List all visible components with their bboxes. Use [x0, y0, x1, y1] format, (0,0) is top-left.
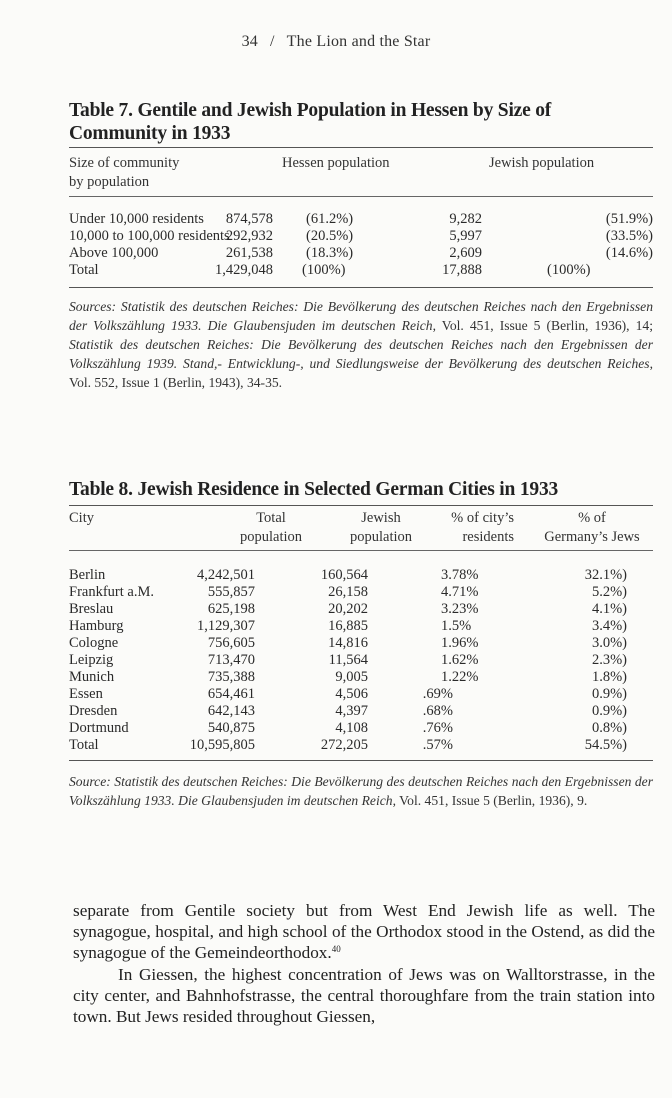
pct-city: 1.5% [441, 618, 472, 634]
hessen-pct: (61.2%) [306, 211, 354, 227]
header-pct-city-line1: % of city’s [451, 510, 514, 526]
table-row [69, 567, 653, 584]
jewish-value: 2,609 [449, 245, 482, 261]
pct-city: 1.22% [441, 669, 479, 685]
row-label: Total [69, 262, 99, 278]
pct-city: .57% [422, 737, 453, 753]
header-jewish: Jewish population [489, 155, 595, 171]
table-row [69, 686, 653, 703]
table-7-header [69, 148, 653, 196]
pct-germany: 3.0%) [591, 635, 627, 651]
hessen-value: 292,932 [225, 228, 273, 244]
header-pct-germany [531, 509, 653, 547]
table-7-body [69, 211, 653, 279]
table-7-title: Table 7. Gentile and Jewish Population in Hessen by Size of Community in 1933 [69, 100, 552, 144]
hessen-pct: (100%) [302, 262, 346, 278]
pct-germany: 0.9%) [591, 703, 627, 719]
pct-germany: 3.4%) [591, 618, 627, 634]
pct-germany: 54.5%) [584, 737, 627, 753]
jewish-population: 26,158 [328, 584, 368, 600]
jewish-pct: (33.5%) [605, 228, 653, 244]
row-label: Above 100,000 [69, 245, 159, 261]
table-row [69, 584, 653, 601]
jewish-population: 4,397 [335, 703, 368, 719]
header-jewish [331, 509, 431, 547]
pct-city: 3.78% [441, 567, 479, 583]
jewish-value: 17,888 [442, 262, 482, 278]
table-8-source [69, 772, 653, 810]
table-row [69, 211, 653, 228]
pct-germany: 5.2%) [591, 584, 627, 600]
jewish-population: 20,202 [328, 601, 368, 617]
total-population: 756,605 [207, 635, 255, 651]
city-name: Cologne [69, 635, 119, 651]
table-row [69, 703, 653, 720]
table-row [69, 669, 653, 686]
jewish-population: 16,885 [328, 618, 368, 634]
table-row [69, 228, 653, 245]
row-label: 10,000 to 100,000 residents [69, 228, 230, 244]
jewish-population: 4,108 [335, 720, 368, 736]
header-total [221, 509, 321, 547]
hessen-value: 261,538 [225, 245, 273, 261]
city-name: Breslau [69, 601, 114, 617]
header-jewish-line1: Jewish [361, 510, 401, 526]
pct-city: 4.71% [441, 584, 479, 600]
table-row [69, 652, 653, 669]
table-8-body [69, 567, 653, 754]
pct-germany: 32.1%) [584, 567, 627, 583]
header-pct-city [429, 509, 514, 547]
city-name: Hamburg [69, 618, 124, 634]
source-detail-1: , Vol. 451, Issue 5 (Berlin, 1936), 9. [392, 793, 588, 808]
total-population: 4,242,501 [197, 567, 255, 583]
total-population: 654,461 [207, 686, 255, 702]
table-8-title: Table 8. Jewish Residence in Selected German Cities in 1933 [69, 479, 559, 500]
header-pct-germany-line2: Germany’s Jews [544, 529, 640, 545]
hessen-pct: (18.3%) [306, 245, 354, 261]
pct-germany: 0.8%) [591, 720, 627, 736]
total-population: 713,470 [207, 652, 255, 668]
table-row [69, 737, 653, 754]
jewish-population: 9,005 [335, 669, 368, 685]
header-total-line2: population [239, 529, 303, 545]
source-label: Source: [69, 774, 111, 789]
row-label: Under 10,000 residents [69, 211, 204, 227]
city-name: Essen [69, 686, 103, 702]
city-name: Dortmund [69, 720, 129, 736]
pct-germany: 4.1%) [591, 601, 627, 617]
separator: / [270, 33, 275, 50]
source-detail-1: , Vol. 451, Issue 5 (Berlin, 1936), 14; [432, 318, 653, 333]
source-detail-2: , Vol. 552, Issue 1 (Berlin, 1943), 34-35. [69, 356, 653, 390]
table-8-header [69, 506, 653, 550]
city-name: Frankfurt a.M. [69, 584, 154, 600]
total-population: 10,595,805 [189, 737, 255, 753]
jewish-value: 5,997 [449, 228, 482, 244]
jewish-pct: (14.6%) [605, 245, 653, 261]
paragraph-1-text: separate from Gentile society but from West End Jewish life as well. The synagogue, hospital, and high school of the Orthodox stood in the Ostend, as did the synagogue of the Gemeindeorthodox. [73, 901, 655, 963]
header-hessen: Hessen population [282, 155, 390, 171]
hessen-value: 1,429,048 [215, 262, 273, 278]
total-population: 540,875 [207, 720, 255, 736]
table-row [69, 262, 653, 279]
table-row [69, 601, 653, 618]
jewish-population: 272,205 [320, 737, 368, 753]
pct-germany: 2.3%) [591, 652, 627, 668]
pct-city: .68% [422, 703, 453, 719]
source-title-2: Statistik des deutschen Reiches: Die Bevölkerung des deutschen Reiches nach den Ergebnissen der Volkszählung 1939. Stand,- Entwicklung-, und Siedlungsweise der Bevölkerung des deutschen Reiches [69, 337, 653, 371]
source-title-1: Statistik des deutschen Reiches: Die Bevölkerung des deutschen Reiches nach den Ergebnissen der Volkszählung 1933. Die Glaubensjuden im deutschen Reich [69, 774, 653, 808]
total-population: 1,129,307 [197, 618, 255, 634]
pct-germany: 0.9%) [591, 686, 627, 702]
jewish-population: 160,564 [320, 567, 368, 583]
hessen-pct: (20.5%) [306, 228, 354, 244]
table-row [69, 245, 653, 262]
total-population: 555,857 [207, 584, 255, 600]
table-row [69, 720, 653, 737]
header-size [69, 154, 179, 192]
header-total-line1: Total [256, 510, 286, 526]
jewish-population: 14,816 [328, 635, 368, 651]
table-7 [69, 99, 653, 392]
total-population: 625,198 [207, 601, 255, 617]
paragraph-2: In Giessen, the highest concentration of Jews was on Walltorstrasse, in the city center, and Bahnhofstrasse, the central thoroughfare from the train station into town. But Jews resided throughout Giessen, [73, 964, 655, 1027]
table-row [69, 635, 653, 652]
page-number: 34 [241, 33, 259, 50]
table-8 [69, 478, 653, 810]
jewish-pct: (51.9%) [605, 211, 653, 227]
pct-city: .76% [422, 720, 453, 736]
book-title: The Lion and the Star [286, 33, 431, 50]
table-7-bottom-rule [69, 287, 653, 288]
jewish-pct: (100%) [547, 262, 591, 278]
pct-germany: 1.8%) [591, 669, 627, 685]
city-name: Dresden [69, 703, 118, 719]
jewish-population: 4,506 [335, 686, 368, 702]
header-city: City [69, 510, 94, 526]
table-7-source [69, 297, 653, 392]
city-name: Leipzig [69, 652, 114, 668]
table-8-bottom-rule [69, 760, 653, 761]
city-name: Munich [69, 669, 115, 685]
jewish-population: 11,564 [328, 652, 368, 668]
header-size-line2: by population [69, 174, 150, 190]
total-population: 642,143 [207, 703, 255, 719]
footnote-ref[interactable]: 40 [331, 944, 341, 955]
city-name: Total [69, 737, 99, 753]
table-row [69, 618, 653, 635]
jewish-value: 9,282 [449, 211, 482, 227]
header-pct-city-line2: residents [462, 529, 514, 545]
header-size-line1: Size of community [69, 155, 180, 171]
header-pct-germany-line1: % of [578, 510, 606, 526]
city-name: Berlin [69, 567, 106, 583]
pct-city: .69% [422, 686, 453, 702]
hessen-value: 874,578 [225, 211, 273, 227]
source-label: Sources: [69, 299, 117, 314]
pct-city: 1.62% [441, 652, 479, 668]
running-head [0, 33, 672, 51]
pct-city: 1.96% [441, 635, 479, 651]
header-jewish-line2: population [349, 529, 413, 545]
paragraph-1 [73, 900, 655, 964]
total-population: 735,388 [207, 669, 255, 685]
pct-city: 3.23% [441, 601, 479, 617]
body-text [73, 900, 655, 1027]
source-title-1: Statistik des deutschen Reiches: Die Bevölkerung des deutschen Reiches nach den Ergebnissen der Volkszählung 1933. Die Glaubensjuden im deutschen Reich [69, 299, 653, 333]
